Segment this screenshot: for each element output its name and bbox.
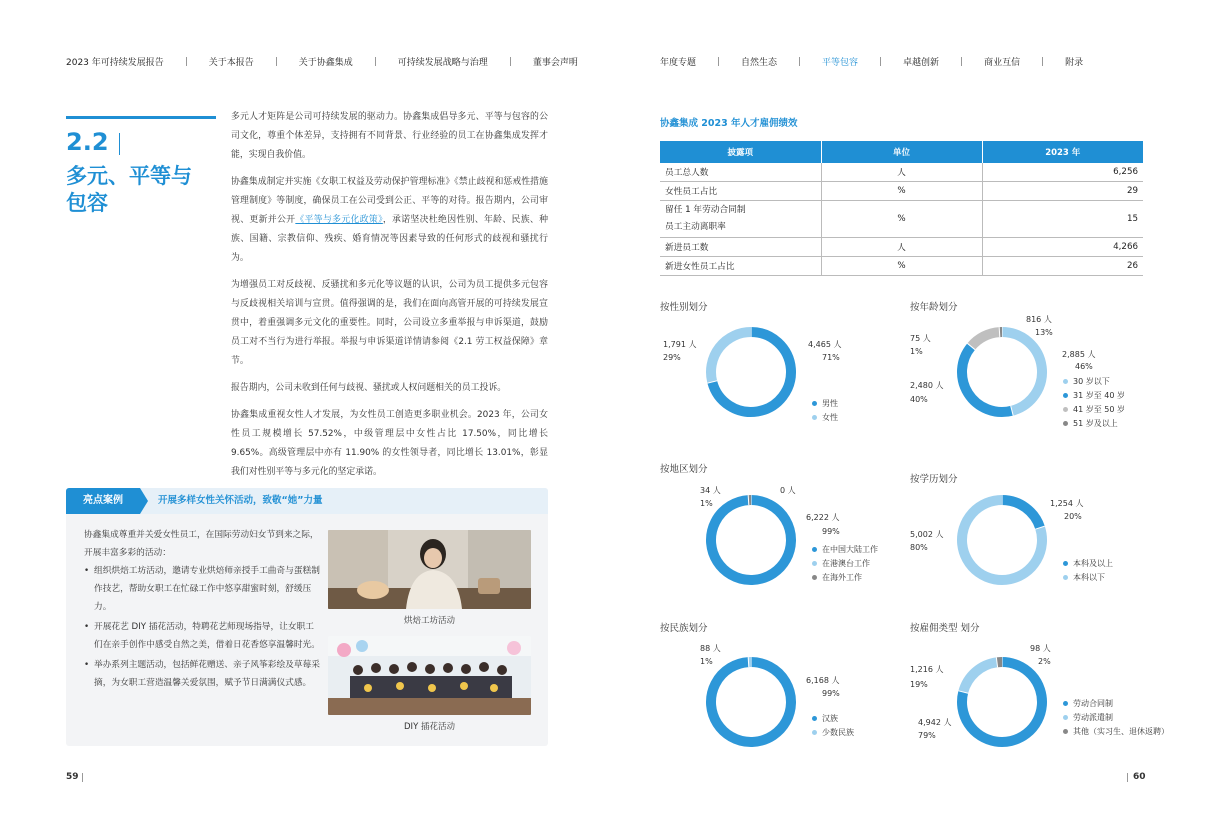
legend-dot [812, 415, 817, 420]
section-accent-bar [66, 116, 216, 119]
legend-label: 劳动合同制 [1073, 699, 1113, 708]
cell-unit: 人 [821, 163, 982, 182]
legend-label: 51 岁及以上 [1073, 419, 1118, 428]
nav-board-statement[interactable]: 董事会声明 [532, 58, 578, 68]
legend-dot [812, 730, 817, 735]
donut-slice-0 [1002, 500, 1040, 528]
case-bullet-3: • 举办系列主题活动，包括鲜花赠送、亲子风筝彩绘及草莓采摘，为女职工营造温馨关爱氛围，赋予节日满满仪式感。 [84, 656, 320, 692]
cell-item-line-2: 员工主动离职率 [665, 222, 726, 232]
legend-label: 在中国大陆工作 [822, 545, 878, 554]
legend-dot [1063, 561, 1068, 566]
legend-item-minority [812, 726, 854, 740]
legend-education [1063, 557, 1113, 585]
legend-item-han [812, 712, 854, 726]
legend-dot [1063, 379, 1068, 384]
cell-unit: % [821, 182, 982, 201]
label-mainland-count: 6,222 人 [806, 513, 840, 522]
label-51plus-pct: 1% [910, 347, 923, 356]
legend-dot [1063, 701, 1068, 706]
paragraph-1: 多元人才矩阵是公司可持续发展的驱动力。协鑫集成倡导多元、平等与包容的公司文化，尊重个体差异，支持拥有不同背景、行业经验的员工在协鑫集成发挥才能，实现自我价值。 [231, 112, 548, 160]
legend-age [1063, 375, 1125, 431]
legend-dot [1063, 715, 1068, 720]
nav-equality[interactable]: 平等包容 [822, 58, 859, 68]
legend-dot [812, 716, 817, 721]
label-han-pct: 99% [822, 689, 840, 698]
legend-label: 男性 [822, 399, 838, 408]
section-divider [119, 133, 120, 155]
legend-region [812, 543, 878, 585]
chart-title-region: 按地区划分 [660, 464, 708, 475]
legend-item-51plus [1063, 417, 1125, 431]
label-male-pct: 71% [822, 353, 840, 362]
legend-dot [812, 575, 817, 580]
table-title: 协鑫集成 2023 年人才雇佣绩效 [660, 118, 798, 129]
cell-unit: % [821, 201, 982, 238]
slice-separator [999, 327, 1000, 337]
label-overseas-count: 34 人 [700, 486, 721, 495]
section-number: 2.2 [66, 128, 109, 156]
legend-employment [1063, 697, 1169, 739]
legend-label: 在港澳台工作 [822, 559, 870, 568]
case-intro: 协鑫集成尊重并关爱女性员工，在国际劳动妇女节到来之际，开展丰富多彩的活动： [84, 530, 319, 558]
case-bullet-1: • 组织烘焙工坊活动，邀请专业烘焙师亲授手工曲奇与蛋糕制作技艺，帮助女职工在忙碌工作中悠享甜蜜时刻，舒缓压力。 [84, 562, 320, 616]
label-bachelor-pct: 20% [1064, 512, 1082, 521]
nav-nature[interactable]: 自然生态 [741, 58, 778, 68]
label-female-count: 1,791 人 [663, 340, 697, 349]
photo-caption-2: DIY 插花活动 [404, 722, 455, 732]
legend-label: 劳动派遣制 [1073, 713, 1113, 722]
nav-report-title[interactable]: 2023 年可持续发展报告 [66, 58, 164, 68]
paragraph-3: 为增强员工对反歧视、反骚扰和多元化等议题的认识，公司为员工提供多元包容与反歧视相关培训与宣贯。值得强调的是，我们在面向高管开展的可持续发展宣贯中，着重强调多元文化的重要性。同时，公司设立多重举报与申诉渠道，鼓励员工对不当行为进行举报。举报与申诉渠道详情请参阅《2.1 劳工权益保障》章节。 [231, 280, 548, 366]
legend-item-under30 [1063, 375, 1125, 389]
label-han-count: 6,168 人 [806, 676, 840, 685]
paragraph-2-end: ，承诺坚决杜绝因性别、年龄、民族、种族、国籍、宗教信仰、残疾、婚育情况等因素导致的任何形式的歧视和骚扰行为。 [231, 215, 548, 263]
legend-label: 30 岁以下 [1073, 377, 1110, 386]
slice-separator [748, 495, 749, 505]
legend-item-bachelor [1063, 557, 1113, 571]
donut-slice-1 [962, 347, 1012, 412]
nav-innovation[interactable]: 卓越创新 [903, 58, 940, 68]
donut-age [956, 326, 1048, 418]
donut-employment [956, 656, 1048, 748]
label-contract-count: 4,942 人 [918, 718, 952, 727]
legend-item-31-40 [1063, 389, 1125, 403]
label-other-pct: 2% [1038, 657, 1051, 666]
label-female-pct: 29% [663, 353, 681, 362]
donut-slice-0 [1002, 332, 1042, 411]
label-41-50-count: 816 人 [1026, 315, 1052, 324]
label-below-bachelor-pct: 80% [910, 543, 928, 552]
label-31-40-count: 2,480 人 [910, 381, 944, 390]
col-header-year: 2023 年 [982, 141, 1143, 163]
table-row [660, 238, 1143, 257]
legend-label: 少数民族 [822, 728, 854, 737]
photo-caption-1: 烘焙工坊活动 [403, 616, 455, 626]
cell-unit: 人 [821, 238, 982, 257]
legend-label: 本科以下 [1073, 573, 1105, 582]
table-row [660, 163, 1143, 182]
table-row [660, 182, 1143, 201]
cell-item-line-1: 留任 1 年劳动合同制 [665, 205, 746, 215]
legend-dot [1063, 729, 1068, 734]
cell-value: 4,266 [982, 238, 1143, 257]
legend-label: 31 岁至 40 岁 [1073, 391, 1125, 400]
page-number-divider-left [82, 773, 83, 782]
legend-item-female [812, 411, 838, 425]
legend-item-below-bachelor [1063, 571, 1113, 585]
flower-arrangement-photo [328, 636, 531, 715]
label-bachelor-count: 1,254 人 [1050, 499, 1084, 508]
cell-unit: % [821, 257, 982, 276]
legend-label: 在海外工作 [822, 573, 862, 582]
nav-business[interactable]: 商业互信 [984, 58, 1021, 68]
case-tag: 亮点案例 [66, 488, 140, 514]
nav-about-report[interactable]: 关于本报告 [208, 58, 254, 68]
paragraph-4: 报告期内，公司未收到任何与歧视、骚扰或人权问题相关的员工投诉。 [231, 383, 507, 393]
nav-strategy[interactable]: 可持续发展战略与治理 [397, 58, 488, 68]
nav-appendix[interactable]: 附录 [1065, 58, 1084, 68]
chart-title-ethnicity: 按民族划分 [660, 623, 708, 634]
cell-item: 女性员工占比 [660, 182, 821, 201]
legend-item-contract [1063, 697, 1169, 711]
legend-dot [812, 561, 817, 566]
body-text [231, 108, 548, 490]
label-31-40-pct: 40% [910, 395, 928, 404]
label-male-count: 4,465 人 [808, 340, 842, 349]
legend-label: 其他（实习生、退休返聘） [1073, 727, 1169, 736]
paragraph-2-start: 协鑫集成制定并实施《女职工权益及劳动保护管理标准》《禁止歧视和惩戒性措施管理制度》等制度，确保员工在公司受到公正、平等的对待。报告期内，公司审视、更新并公开 [231, 177, 548, 225]
legend-label: 本科及以上 [1073, 559, 1113, 568]
label-contract-pct: 79% [918, 731, 936, 740]
donut-gender [705, 326, 797, 418]
label-mainland-pct: 99% [822, 527, 840, 536]
cell-item: 新进女性员工占比 [660, 257, 821, 276]
top-nav-left [66, 55, 578, 68]
case-text [84, 526, 320, 694]
label-overseas-pct: 1% [700, 499, 713, 508]
table-header-row [660, 141, 1143, 163]
legend-item-male [812, 397, 838, 411]
legend-item-dispatch [1063, 711, 1169, 725]
nav-about-company[interactable]: 关于协鑫集成 [298, 58, 353, 68]
label-41-50-pct: 13% [1035, 328, 1053, 337]
cell-item [660, 201, 821, 238]
col-header-item: 披露项 [660, 141, 821, 163]
label-hkmt-count: 0 人 [780, 486, 796, 495]
legend-dot [812, 547, 817, 552]
chart-title-age: 按年龄划分 [910, 302, 958, 313]
legend-dot [1063, 393, 1068, 398]
case-bullet-2: • 开展花艺 DIY 插花活动，特聘花艺师现场指导，让女职工们在亲手创作中感受自然之美，借着日花香悠享温馨时光。 [84, 618, 320, 654]
legend-item-mainland [812, 543, 878, 557]
legend-ethnicity [812, 712, 854, 740]
label-51plus-count: 75 人 [910, 334, 931, 343]
case-bullets [84, 562, 320, 692]
label-minority-count: 88 人 [700, 644, 721, 653]
cell-item: 员工总人数 [660, 163, 821, 182]
table-row [660, 201, 1143, 238]
donut-slice-2 [971, 332, 999, 346]
donut-slice-1 [963, 662, 997, 692]
legend-dot [812, 401, 817, 406]
legend-dot [1063, 407, 1068, 412]
policy-link[interactable]: 《平等与多元化政策》 [295, 215, 383, 225]
cell-value: 26 [982, 257, 1143, 276]
page-number-right: 60 [1133, 772, 1146, 782]
cell-value: 6,256 [982, 163, 1143, 182]
label-dispatch-count: 1,216 人 [910, 665, 944, 674]
legend-label: 汉族 [822, 714, 838, 723]
cell-value: 29 [982, 182, 1143, 201]
nav-annual-topic[interactable]: 年度专题 [660, 58, 697, 68]
label-under30-count: 2,885 人 [1062, 350, 1096, 359]
label-dispatch-pct: 19% [910, 680, 928, 689]
donut-slice-0 [711, 500, 791, 580]
legend-label: 女性 [822, 413, 838, 422]
label-other-count: 98 人 [1030, 644, 1051, 653]
label-minority-pct: 1% [700, 657, 713, 666]
page-number-divider-right [1127, 773, 1128, 782]
case-header [66, 488, 548, 514]
col-header-unit: 单位 [821, 141, 982, 163]
performance-table [660, 141, 1143, 276]
donut-slice-0 [711, 662, 791, 742]
donut-ethnicity [705, 656, 797, 748]
donut-education [956, 494, 1048, 586]
paragraph-2 [231, 173, 548, 268]
paragraph-5: 协鑫集成重视女性人才发展，为女性员工创造更多职业机会。2023 年，公司女性员工规模增长 57.52%，中级管理层中女性占比 17.50%，同比增长 9.65%。高级管理层中亦有 11.90% 的女性领导者，同比增长 13.01%，彰显我们对性别平等与多元化的坚定承诺。 [231, 410, 548, 477]
baking-workshop-photo [328, 530, 531, 609]
case-title: 开展多样女性关怀活动，致敬“她”力量 [158, 495, 323, 506]
slice-separator [748, 657, 749, 667]
chart-title-education: 按学历划分 [910, 474, 958, 485]
cell-value: 15 [982, 201, 1143, 238]
legend-dot [1063, 575, 1068, 580]
label-under30-pct: 46% [1075, 362, 1093, 371]
label-below-bachelor-count: 5,002 人 [910, 530, 944, 539]
legend-label: 41 岁至 50 岁 [1073, 405, 1125, 414]
legend-item-overseas [812, 571, 878, 585]
donut-slice-1 [711, 332, 751, 382]
legend-gender [812, 397, 838, 425]
legend-dot [1063, 421, 1068, 426]
legend-item-41-50 [1063, 403, 1125, 417]
table-row [660, 257, 1143, 276]
cell-item: 新进员工数 [660, 238, 821, 257]
top-nav-right [660, 55, 1083, 68]
legend-item-hkmt [812, 557, 878, 571]
donut-region [705, 494, 797, 586]
section-title: 多元、平等与包容 [66, 164, 192, 215]
chart-title-employment: 按雇佣类型 划分 [910, 623, 980, 634]
page-number-left: 59 [66, 772, 79, 782]
chart-title-gender: 按性别划分 [660, 302, 708, 313]
legend-item-other [1063, 725, 1169, 739]
